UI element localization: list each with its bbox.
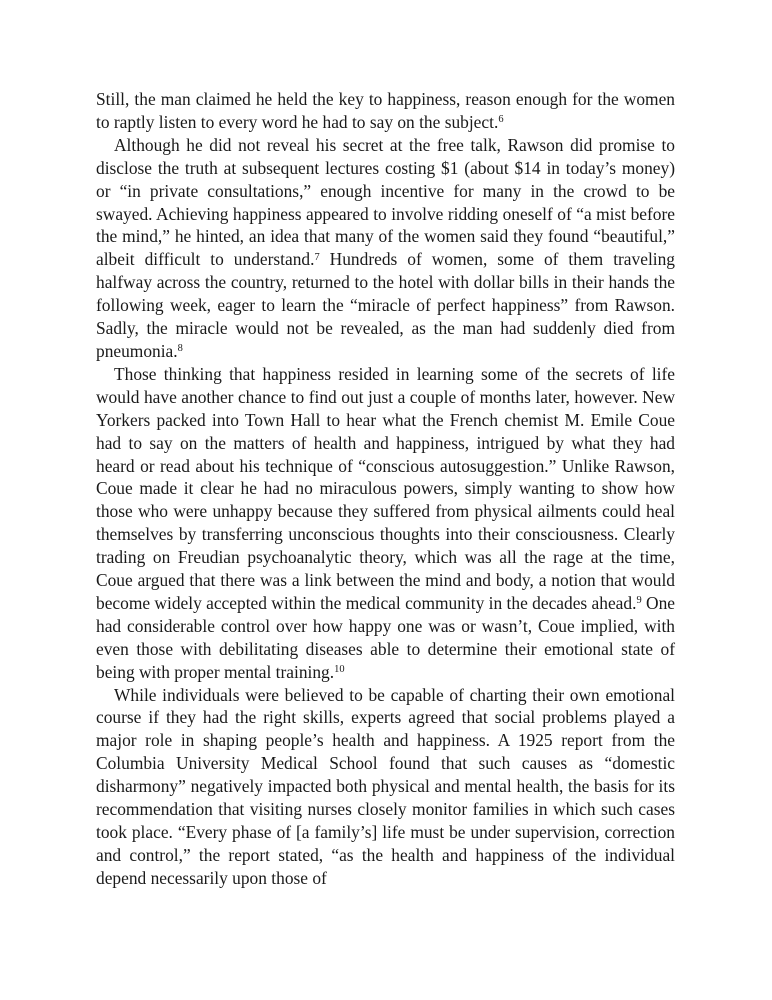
footnote-ref-6: 6 (498, 114, 504, 126)
paragraph-text: Although he did not reveal his secret at the free talk, Rawson did promise to disclose the truth at subsequent lectures costing $1 (about $14 in today’s money) or “in private consultations,” enough incentive for many in the crowd to be swayed. Achieving happiness appeared to involve ridding oneself of “a mist before the mind,” he hinted, an idea that many of the women said they found “beautiful,” albeit difficult to understand. (96, 134, 675, 270)
paragraph-text: One had considerable control over how happy one was or wasn’t, Coue implied, with even those with debilitating diseases able to determine their emotional state of being with proper mental training. (96, 592, 675, 682)
footnote-ref-10: 10 (334, 663, 345, 675)
paragraph-2 (96, 134, 675, 363)
footnote-ref-7: 7 (314, 251, 320, 263)
paragraph-text: Hundreds of women, some of them traveling halfway across the country, returned to the hotel with dollar bills in their hands the following week, eager to learn the “miracle of perfect happiness” from Rawson. Sadly, the miracle would not be revealed, as the man had suddenly died from pneumonia. (96, 249, 675, 361)
paragraph-3 (96, 363, 675, 684)
footnote-ref-9: 9 (636, 595, 642, 607)
paragraph-text: While individuals were believed to be capable of charting their own emotional course if they had the right skills, experts agreed that social problems played a major role in shaping people’s health and happiness. A 1925 report from the Columbia University Medical School found that such causes as “domestic disharmony” negatively impacted both physical and mental health, the basis for its recommendation that visiting nurses closely monitor families in which such cases took place. “Every phase of [a family’s] life must be under supervision, correction and control,” the report stated, “as the health and happiness of the individual depend necessarily upon those of (96, 684, 675, 888)
paragraph-4 (96, 684, 675, 890)
paragraph-text: Still, the man claimed he held the key to happiness, reason enough for the women to raptly listen to every word he had to say on the subject. (96, 89, 675, 132)
book-page-body (96, 88, 675, 890)
paragraph-1 (96, 88, 675, 134)
paragraph-text: Those thinking that happiness resided in learning some of the secrets of life would have another chance to find out just a couple of months later, however. New Yorkers packed into Town Hall to hear what the French chemist M. Emile Coue had to say on the matters of health and happiness, intrigued by what they had heard or read about his technique of “conscious autosuggestion.” Unlike Rawson, Coue made it clear he had no miraculous powers, simply wanting to show how those who were unhappy because they suffered from physical ailments could heal themselves by transferring unconscious thoughts into their consciousness. Clearly trading on Freudian psychoanalytic theory, which was all the rage at the time, Coue argued that there was a link between the mind and body, a notion that would become widely accepted within the medical community in the decades ahead. (96, 363, 675, 613)
footnote-ref-8: 8 (177, 343, 183, 355)
